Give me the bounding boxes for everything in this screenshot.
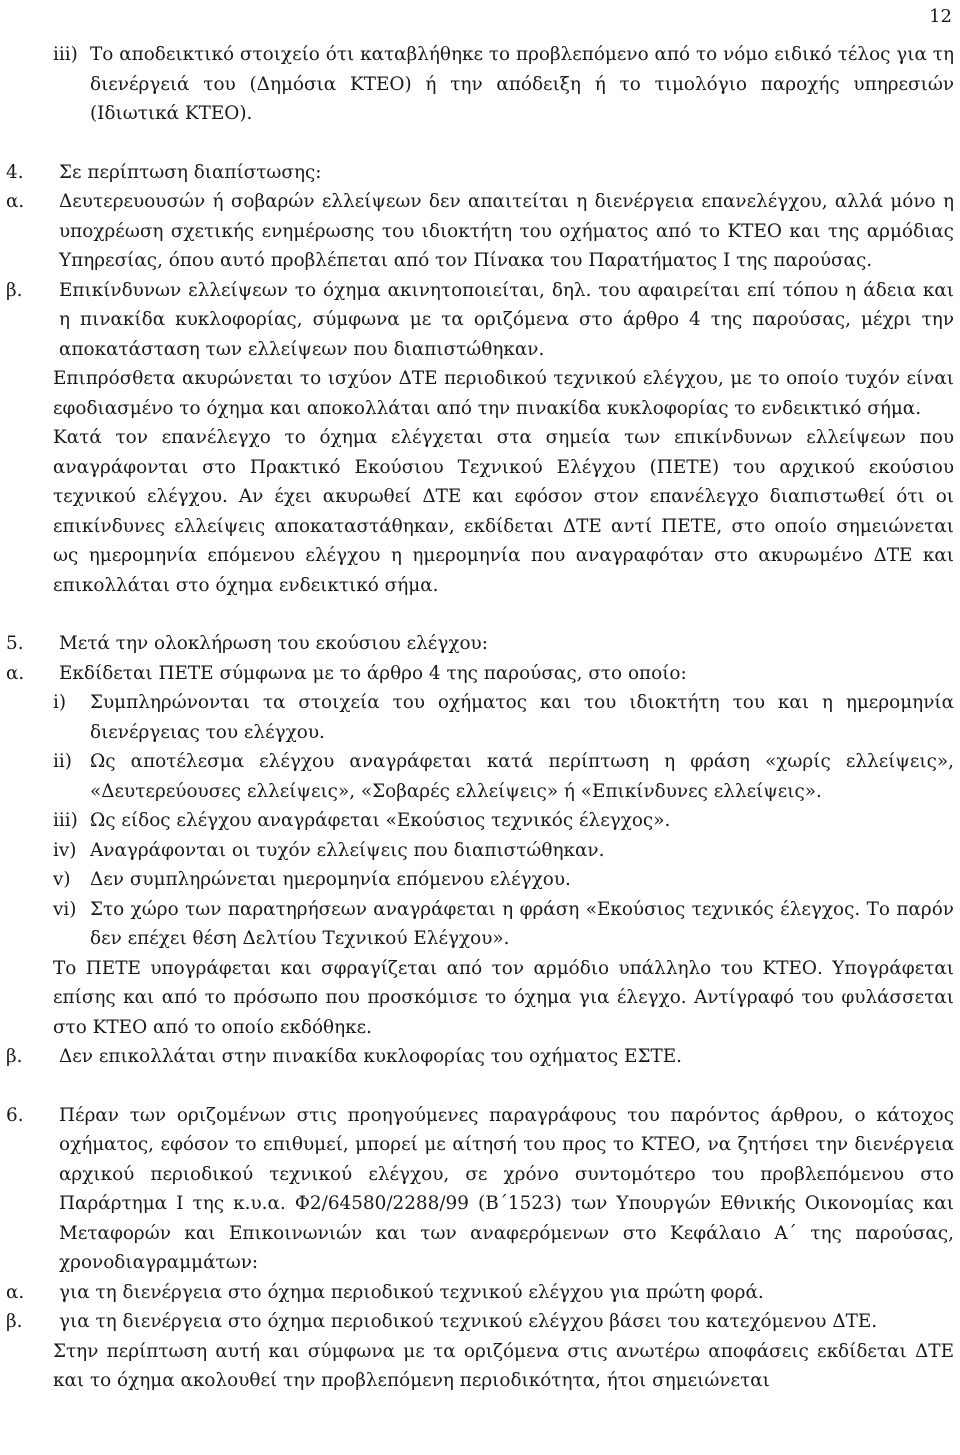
list-item-label: 5. <box>6 633 24 654</box>
list-item-label: v) <box>53 869 71 890</box>
list-item <box>0 187 960 276</box>
list-item-label: ii) <box>53 751 72 772</box>
sub-list-item <box>0 836 960 866</box>
list-item <box>0 659 960 689</box>
list-item-text: για τη διενέργεια στο όχημα περιοδικού τεχνικού ελέγχου για πρώτη φορά. <box>59 1281 764 1303</box>
list-item-text: Δεν συμπληρώνεται ημερομηνία επόμενου ελέγχου. <box>90 869 571 890</box>
list-item-label: iii) <box>53 810 78 831</box>
list-item-text: Ως είδος ελέγχου αναγράφεται «Εκούσιος τεχνικός έλεγχος». <box>90 810 671 831</box>
sub-list-item <box>0 895 960 954</box>
sub-list-item <box>0 747 960 806</box>
sub-list-item <box>0 688 960 747</box>
paragraph: Στην περίπτωση αυτή και σύμφωνα με τα οριζόμενα στις ανωτέρω αποφάσεις εκδίδεται ΔΤΕ και το όχημα ακολουθεί την προβλεπόμενη περιοδικότητα, ήτοι σημειώνεται <box>53 1340 954 1391</box>
list-item-label: β. <box>6 279 23 301</box>
list-item-text: Σε περίπτωση διαπίστωσης: <box>59 161 322 183</box>
list-item-text: Εκδίδεται ΠΕΤΕ σύμφωνα με το άρθρο 4 της παρούσας, στο οποίο: <box>59 662 687 684</box>
document-body <box>0 40 960 1396</box>
list-item-text: Το αποδεικτικό στοιχείο ότι καταβλήθηκε το προβλεπόμενο από το νόμο ειδικό τέλος για τη διενέργειά του (Δημόσια ΚΤΕΟ) ή την απόδειξη ή το τιμολόγιο παροχής υπηρεσιών (Ιδιωτικά ΚΤΕΟ). <box>90 44 954 124</box>
list-item-text: Ως αποτέλεσμα ελέγχου αναγράφεται κατά περίπτωση η φράση «χωρίς ελλείψεις», «Δευτερεύουσες ελλείψεις», «Σοβαρές ελλείψεις» ή «Επικίνδυνες ελλείψεις». <box>90 751 954 802</box>
section-spacer <box>0 1072 960 1101</box>
paragraph: Το ΠΕΤΕ υπογράφεται και σφραγίζεται από τον αρμόδιο υπάλληλο του ΚΤΕΟ. Υπογράφεται επίσης και από το πρόσωπο που προσκόμισε το όχημα για έλεγχο. Αντίγραφό του φυλάσσεται στο ΚΤΕΟ από το οποίο εκδόθηκε. <box>53 957 954 1038</box>
list-item <box>0 1101 960 1278</box>
list-item-text: Αναγράφονται οι τυχόν ελλείψεις που διαπιστώθηκαν. <box>90 839 605 861</box>
list-item-label: α. <box>6 662 25 684</box>
section-spacer <box>0 600 960 629</box>
list-item <box>0 276 960 365</box>
list-item-label: β. <box>6 1311 23 1332</box>
sub-list-item <box>0 806 960 836</box>
sub-list-item <box>0 865 960 895</box>
list-item-label: α. <box>6 1281 25 1303</box>
list-item-label: iii) <box>53 44 78 65</box>
list-item <box>0 1042 960 1072</box>
list-item <box>0 629 960 659</box>
list-item <box>0 1307 960 1337</box>
list-item-text: Συμπληρώνονται τα στοιχεία του οχήματος και του ιδιοκτήτη του και η ημερομηνία διενέργειας του ελέγχου. <box>90 692 954 743</box>
list-item-text: Στο χώρο των παρατηρήσεων αναγράφεται η φράση «Εκούσιος τεχνικός έλεγχος. Το παρόν δεν επέχει θέση Δελτίου Τεχνικού Ελέγχου». <box>90 898 954 949</box>
list-item-text: Δεν επικολλάται στην πινακίδα κυκλοφορίας του οχήματος ΕΣΤΕ. <box>59 1046 682 1067</box>
paragraph: Κατά τον επανέλεγχο το όχημα ελέγχεται στα σημεία των επικίνδυνων ελλείψεων που αναγράφονται στο Πρακτικό Εκούσιου Τεχνικού Ελέγχου (ΠΕΤΕ) του αρχικού εκούσιου τεχνικού ελέγχου. Αν έχει ακυρωθεί ΔΤΕ και εφόσον στον επανέλεγχο διαπιστωθεί ότι οι επικίνδυνες ελλείψεις αποκαταστάθηκαν, εκδίδεται ΔΤΕ αντί ΠΕΤΕ, στο οποίο σημειώνεται ως ημερομηνία επόμενου ελέγχου η ημερομηνία που αναγραφόταν στο ακυρωμένο ΔΤΕ και επικολλάται στο όχημα ενδεικτικό σήμα. <box>53 427 954 596</box>
page-number: 12 <box>929 6 952 27</box>
sub-list-item <box>0 40 960 129</box>
section-spacer <box>0 129 960 158</box>
paragraph: Επιπρόσθετα ακυρώνεται το ισχύον ΔΤΕ περιοδικού τεχνικού ελέγχου, με το οποίο τυχόν είναι εφοδιασμένο το όχημα και αποκολλάται από την πινακίδα κυκλοφορίας το ενδεικτικό σήμα. <box>53 368 954 419</box>
list-item <box>0 1278 960 1308</box>
list-item-label: vi) <box>53 898 77 920</box>
list-item-label: 6. <box>6 1104 24 1126</box>
list-item-text: Δευτερευουσών ή σοβαρών ελλείψεων δεν απαιτείται η διενέργεια επανελέγχου, αλλά μόνο η υποχρέωση σχετικής ενημέρωσης του ιδιοκτήτη του οχήματος από το ΚΤΕΟ και της αρμόδιας Υπηρεσίας, όπου αυτό προβλέπεται από τον Πίνακα του Παρατήματος Ι της παρούσας. <box>59 191 954 271</box>
list-item-text: Μετά την ολοκλήρωση του εκούσιου ελέγχου: <box>59 633 488 654</box>
list-item-text: για τη διενέργεια στο όχημα περιοδικού τεχνικού ελέγχου βάσει του κατεχόμενου ΔΤΕ. <box>59 1311 878 1332</box>
list-item-label: α. <box>6 191 25 212</box>
list-item-label: iv) <box>53 839 77 861</box>
list-item-label: 4. <box>6 161 24 183</box>
list-item-text: Επικίνδυνων ελλείψεων το όχημα ακινητοποιείται, δηλ. του αφαιρείται επί τόπου η άδεια και η πινακίδα κυκλοφορίας, σύμφωνα με τα οριζόμενα στο άρθρο 4 της παρούσας, μέχρι την αποκατάσταση των ελλείψεων που διαπιστώθηκαν. <box>59 279 954 360</box>
list-item-text: Πέραν των οριζομένων στις προηγούμενες παραγράφους του παρόντος άρθρου, ο κάτοχος οχήματος, εφόσον το επιθυμεί, μπορεί με αίτησή του προς το ΚΤΕΟ, να ζητήσει την διενέργεια αρχικού περιοδικού τεχνικού ελέγχου, σε χρόνο συντομότερο του προβλεπόμενου στο Παράρτημα Ι της κ.υ.α. Φ2/64580/2288/99 (Β΄1523) των Υπουργών Εθνικής Οικονομίας και Μεταφορών και Επικοινωνιών και των αναφερόμενων στο Κεφάλαιο Α΄ της παρούσας, χρονοδιαγραμμάτων: <box>59 1104 954 1273</box>
list-item-label: β. <box>6 1046 23 1067</box>
list-item-label: i) <box>53 692 67 713</box>
list-item <box>0 158 960 188</box>
